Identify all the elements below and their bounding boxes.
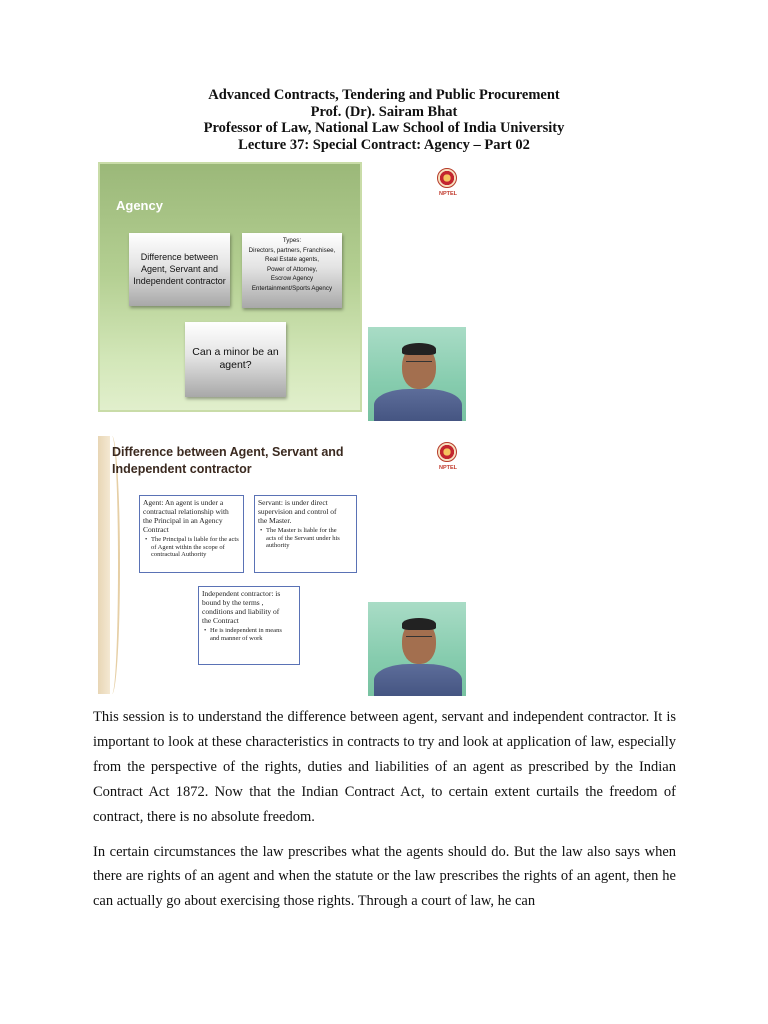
bullet-line: contractual Authority bbox=[151, 551, 207, 559]
lecture-header bbox=[0, 87, 768, 153]
slide-agency-panel bbox=[98, 162, 362, 412]
transcript-body bbox=[93, 705, 676, 924]
box-line: Real Estate agents, bbox=[264, 256, 319, 263]
slide-title bbox=[112, 444, 362, 478]
bullet-line: • He is independent in means bbox=[210, 627, 282, 634]
box-line: agent? bbox=[219, 359, 252, 371]
box-line: Types: bbox=[282, 237, 302, 244]
bullet-list bbox=[202, 627, 296, 642]
slide-agency-screenshot bbox=[98, 162, 466, 420]
nptel-label: NPTEL bbox=[438, 191, 458, 197]
professor-affiliation: Professor of Law, National Law School of India University bbox=[203, 120, 565, 137]
minor-agent-box bbox=[185, 322, 286, 397]
difference-box bbox=[129, 233, 230, 306]
transcript-paragraph: This session is to understand the difference between agent, servant and independent contractor. It is important to look at these characteristics in contracts to try and look at application of law, especially from the perspective of the rights, duties and liabilities of an agent as prescribed by the Indian Contract Act 1872. Now that the Indian Contract Act, to certain extent curtails the freedom of contract, there is no absolute freedom. bbox=[93, 709, 676, 825]
box-line: Power of Attorney, bbox=[266, 265, 318, 273]
box-line: Can a minor be an bbox=[192, 346, 279, 358]
bullet-line: acts of the Servant under his bbox=[266, 534, 340, 542]
lecturer-hair bbox=[402, 618, 436, 630]
definition-line: Agent: An agent is under a bbox=[143, 498, 224, 507]
lecture-title: Lecture 37: Special Contract: Agency – Part 02 bbox=[238, 136, 530, 153]
definition-line: the Contract bbox=[202, 616, 239, 625]
slide-title: Agency bbox=[116, 198, 163, 213]
lecturer-video bbox=[368, 327, 466, 421]
servant-definition-box bbox=[254, 495, 357, 573]
definition-line: contractual relationship with bbox=[143, 507, 229, 516]
box-line: Entertainment/Sports Agency bbox=[251, 284, 333, 292]
definition-line: the Principal in an Agency bbox=[143, 516, 223, 525]
definition-line: Independent contractor: is bbox=[202, 589, 281, 598]
professor-name: Prof. (Dr). Sairam Bhat bbox=[310, 103, 458, 120]
box-line: Difference between bbox=[140, 252, 219, 262]
lecturer-glasses bbox=[406, 361, 432, 368]
course-title: Advanced Contracts, Tendering and Public Procurement bbox=[208, 87, 560, 103]
nptel-emblem-icon bbox=[437, 168, 457, 188]
nptel-logo bbox=[434, 168, 462, 204]
box-line: Escrow Agency bbox=[270, 275, 314, 282]
bullet-list bbox=[258, 527, 353, 550]
definition-line: conditions and liability of bbox=[202, 607, 280, 616]
independent-contractor-box bbox=[198, 586, 300, 665]
bullet-item bbox=[151, 536, 240, 559]
bullet-list bbox=[143, 536, 240, 559]
bullet-line: • The Master is liable for the bbox=[266, 527, 337, 534]
bullet-line: of Agent within the scope of bbox=[151, 543, 225, 551]
definition-line: Contract bbox=[143, 525, 169, 534]
lecturer-glasses bbox=[406, 636, 432, 643]
nptel-logo bbox=[434, 442, 462, 478]
bullet-line: authority bbox=[266, 542, 290, 550]
lecturer-body bbox=[374, 389, 462, 421]
agent-definition-box bbox=[139, 495, 244, 573]
bullet-item bbox=[210, 627, 296, 642]
definition-line: supervision and control of bbox=[258, 507, 337, 516]
box-line: Independent contractor bbox=[133, 276, 226, 286]
box-line: Agent, Servant and bbox=[140, 264, 219, 274]
definition-line: Servant: is under direct bbox=[258, 498, 328, 507]
types-box bbox=[242, 233, 342, 308]
slide-difference-screenshot bbox=[98, 436, 466, 694]
box-line: Directors, partners, Franchisee, bbox=[248, 246, 336, 254]
title-line: Difference between Agent, Servant and bbox=[112, 445, 344, 459]
title-line: Independent contractor bbox=[112, 462, 252, 476]
definition-line: the Master. bbox=[258, 516, 292, 525]
bullet-line: and manner of work bbox=[210, 634, 263, 642]
nptel-label: NPTEL bbox=[438, 465, 458, 471]
definition-line: bound by the terms , bbox=[202, 598, 264, 607]
lecturer-video bbox=[368, 602, 466, 696]
bullet-item bbox=[266, 527, 353, 550]
bullet-line: • The Principal is liable for the acts bbox=[151, 536, 239, 543]
transcript-paragraph: In certain circumstances the law prescribes what the agents should do. But the law also says when there are rights of an agent and when the statute or the law prescribes the rights of an agent, then he can actually go about exercising those rights. Through a court of law, he can bbox=[93, 843, 676, 910]
nptel-emblem-icon bbox=[437, 442, 457, 462]
lecturer-hair bbox=[402, 343, 436, 355]
lecturer-body bbox=[374, 664, 462, 696]
